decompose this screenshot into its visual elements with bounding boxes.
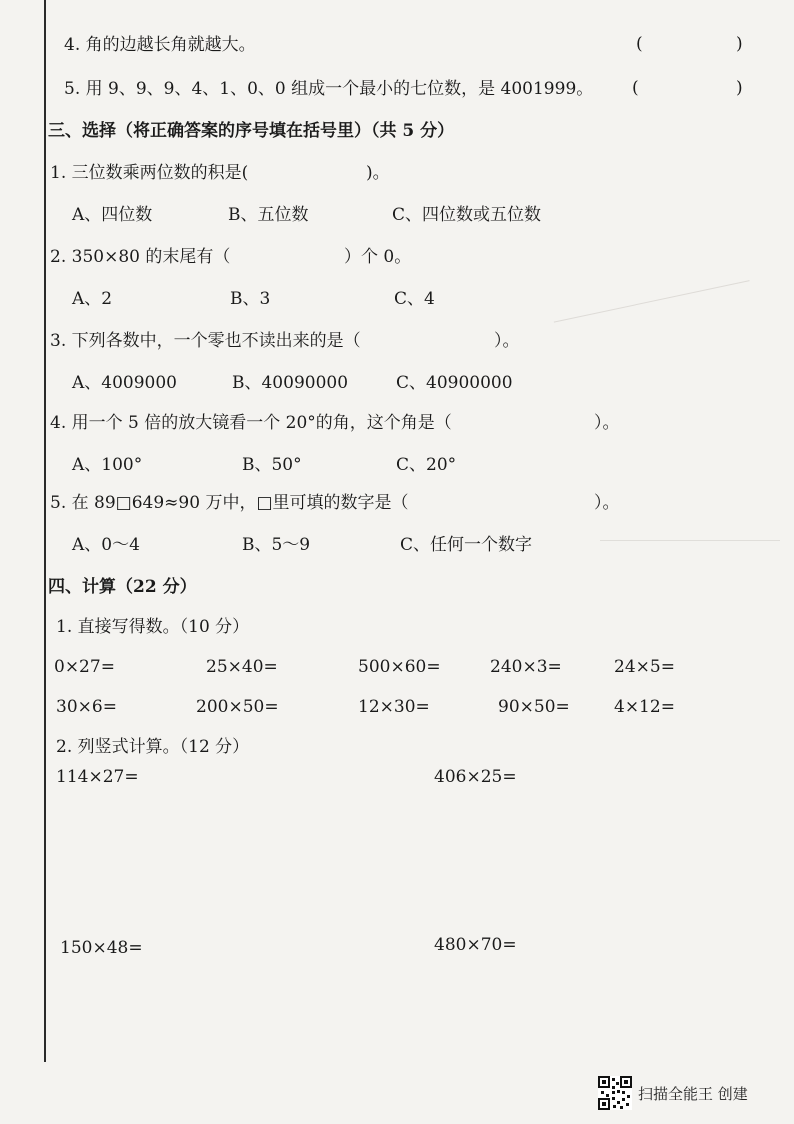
- choice-q2-stem: 2. 350×80 的末尾有（: [50, 247, 231, 267]
- choice-q4-option-a[interactable]: A、100°: [72, 455, 143, 475]
- choice-q1-tail: )。: [366, 163, 390, 183]
- choice-q3-option-b[interactable]: B、40090000: [232, 373, 349, 393]
- choice-q3-option-a[interactable]: A、4009000: [72, 373, 177, 393]
- oral-calc-item: 240×3=: [490, 657, 562, 677]
- judge-q4: 4. 角的边越长角就越大。: [64, 35, 256, 55]
- oral-calc-item: 4×12=: [614, 697, 675, 717]
- oral-calc-item: 500×60=: [358, 657, 441, 677]
- choice-q1-option-a[interactable]: A、四位数: [72, 205, 153, 225]
- choice-q1-option-b[interactable]: B、五位数: [228, 205, 309, 225]
- choice-q1-stem: 1. 三位数乘两位数的积是(: [50, 163, 249, 183]
- choice-q5-option-b[interactable]: B、5～9: [242, 535, 311, 555]
- choice-q3-option-c[interactable]: C、40900000: [396, 373, 513, 393]
- bleed-through-mark: [554, 280, 766, 401]
- choice-q5-stem: 5. 在 89□649≈90 万中，□里可填的数字是（: [50, 493, 409, 513]
- section3-title: 三、选择（将正确答案的序号填在括号里）（共 5 分）: [48, 121, 455, 141]
- section4-title: 四、计算（22 分）: [48, 577, 197, 597]
- oral-calc-item: 30×6=: [56, 697, 117, 717]
- choice-q3-stem: 3. 下列各数中，一个零也不读出来的是（: [50, 331, 361, 351]
- choice-q2-option-c[interactable]: C、4: [394, 289, 435, 309]
- oral-calc-item: 200×50=: [196, 697, 279, 717]
- judge-q4-paren-left[interactable]: (: [636, 34, 643, 54]
- scanner-watermark: [598, 1076, 788, 1110]
- calc-part2-title: 2. 列竖式计算。（12 分）: [56, 737, 250, 757]
- judge-q5-paren-right: ): [736, 78, 743, 98]
- choice-q2-option-a[interactable]: A、2: [72, 289, 113, 309]
- choice-q4-stem: 4. 用一个 5 倍的放大镜看一个 20°的角，这个角是（: [50, 413, 452, 433]
- calc-part1-title: 1. 直接写得数。（10 分）: [56, 617, 250, 637]
- oral-calc-item: 24×5=: [614, 657, 675, 677]
- judge-q4-paren-right: ): [736, 34, 743, 54]
- oral-calc-item: 12×30=: [358, 697, 430, 717]
- vertical-calc-item: 150×48=: [60, 938, 143, 958]
- judge-q5: 5. 用 9、9、9、4、1、0、0 组成一个最小的七位数，是 4001999。: [64, 79, 594, 99]
- vertical-calc-item: 480×70=: [434, 935, 517, 955]
- binding-margin-line: [44, 0, 46, 1062]
- oral-calc-item: 0×27=: [54, 657, 115, 677]
- choice-q4-option-b[interactable]: B、50°: [242, 455, 302, 475]
- choice-q1-option-c[interactable]: C、四位数或五位数: [392, 205, 542, 225]
- watermark-text: 扫描全能王 创建: [638, 1085, 748, 1103]
- choice-q5-option-a[interactable]: A、0～4: [72, 535, 140, 555]
- vertical-calc-item: 114×27=: [56, 767, 139, 787]
- choice-q4-option-c[interactable]: C、20°: [396, 455, 457, 475]
- choice-q2-option-b[interactable]: B、3: [230, 289, 271, 309]
- choice-q4-tail: ）。: [594, 413, 620, 433]
- choice-q5-option-c[interactable]: C、任何一个数字: [400, 535, 533, 555]
- judge-q5-paren-left[interactable]: (: [632, 78, 639, 98]
- qr-code-icon: [598, 1076, 632, 1110]
- oral-calc-item: 25×40=: [206, 657, 278, 677]
- oral-calc-item: 90×50=: [498, 697, 570, 717]
- bleed-through-mark: [600, 540, 780, 581]
- vertical-calc-item: 406×25=: [434, 767, 517, 787]
- choice-q3-tail: ）。: [494, 331, 520, 351]
- choice-q2-tail: ）个 0。: [344, 247, 412, 267]
- choice-q5-tail: ）。: [594, 493, 620, 513]
